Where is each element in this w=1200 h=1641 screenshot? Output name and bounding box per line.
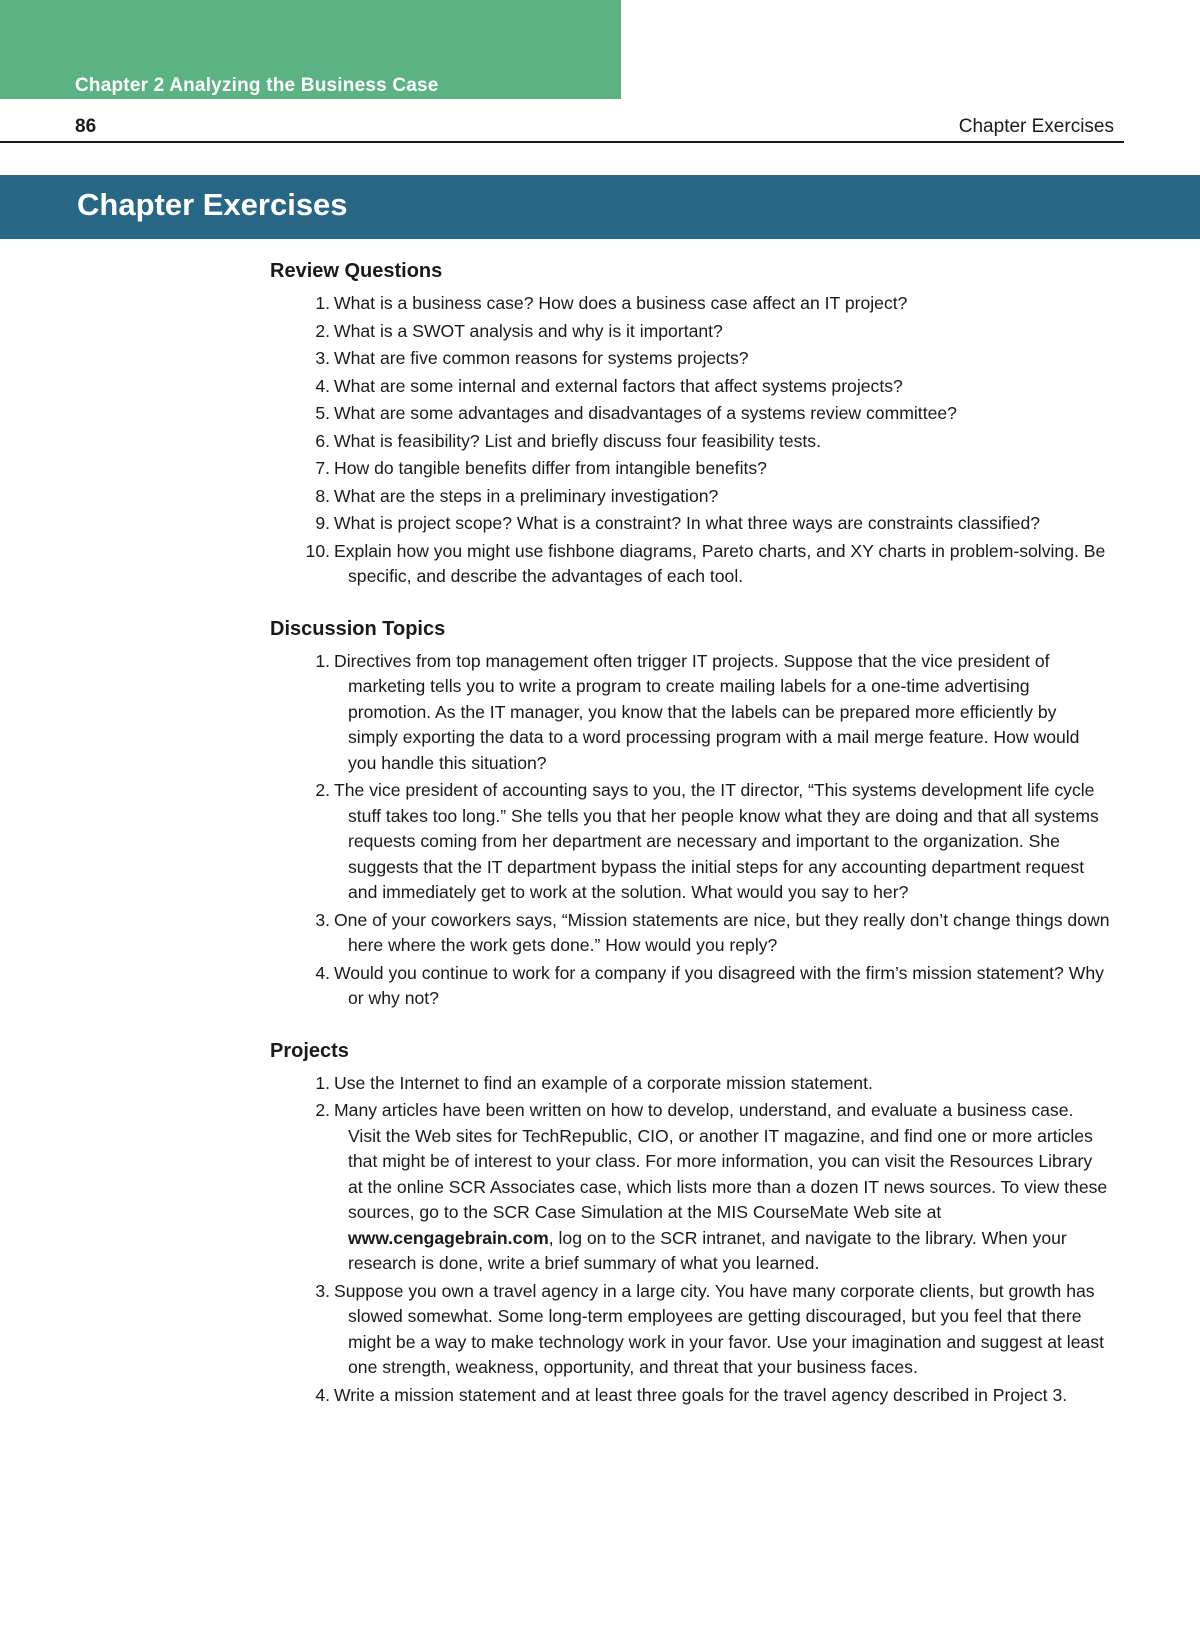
discussion-topic (270, 961, 1110, 1012)
item-number: 4. (315, 1384, 330, 1405)
item-text: What is feasibility? List and briefly discuss four feasibility tests. (334, 430, 821, 451)
item-number: 1. (315, 293, 330, 313)
projects-heading: Projects (270, 1039, 349, 1062)
item-number: 2. (315, 1100, 330, 1120)
discussion-topics-list (270, 649, 1110, 1012)
review-question (270, 319, 1110, 345)
item-text: The vice president of accounting says to you, the IT director, “This systems development life cycle stuff takes too long.” She tells you that her people know what they are doing and that all systems requests coming from her department are necessary and important to the organization. She suggests that the IT department bypass the initial steps for any accounting department request and immediately get to work at the solution. What would you say to her? (334, 780, 1099, 902)
review-question (270, 539, 1110, 590)
review-questions-list (270, 291, 1110, 590)
item-text: Directives from top management often trigger IT projects. Suppose that the vice president of marketing tells you to write a program to create mailing labels for a one-time advertising promotion. As the IT manager, you know that the labels can be prepared more efficiently by simply exporting the data to a word processing program with a mail merge feature. How would you handle this situation? (334, 650, 1080, 773)
title-band (0, 175, 1200, 239)
chapter-tab (0, 0, 621, 99)
exercises-content (270, 258, 1110, 1410)
item-number: 2. (315, 780, 330, 800)
item-text: Suppose you own a travel agency in a large city. You have many corporate clients, but growth has slowed somewhat. Some long-term employees are getting discouraged, but you feel that there might be a way to make technology work in your favor. Use your imagination and suggest at least one strength, weakness, opportunity, and threat that your business faces. (334, 1280, 1104, 1377)
item-number: 3. (315, 348, 330, 368)
item-number: 9. (315, 513, 330, 533)
item-text: What is a SWOT analysis and why is it important? (334, 320, 723, 341)
item-number: 8. (315, 485, 330, 506)
item-number: 3. (315, 909, 330, 930)
item-text: Write a mission statement and at least three goals for the travel agency described in Project 3. (334, 1384, 1068, 1405)
page-title: Chapter Exercises (77, 187, 348, 222)
review-question (270, 511, 1110, 537)
item-text: Many articles have been written on how to develop, understand, and evaluate a business case. Visit the Web sites for TechRepublic, CIO, or another IT magazine, and find one or more articles that might be of interest to your class. For more information, you can visit the Resources Library at the online SCR Associates case, which lists more than a dozen IT news sources. To view these sources, go to the SCR Case Simulation at the MIS CourseMate Web site at (334, 1100, 1108, 1222)
item-number: 3. (315, 1280, 330, 1301)
review-questions-heading: Review Questions (270, 260, 443, 282)
item-text: Use the Internet to find an example of a corporate mission statement. (334, 1072, 873, 1093)
review-question (270, 401, 1110, 427)
item-text: One of your coworkers says, “Mission statements are nice, but they really don’t change things down here where the work gets done.” How would you reply? (334, 909, 1110, 955)
item-text: How do tangible benefits differ from intangible benefits? (334, 458, 767, 478)
review-question (270, 429, 1110, 455)
review-question (270, 456, 1110, 482)
item-text: What are some internal and external factors that affect systems projects? (334, 375, 903, 396)
item-number: 6. (315, 430, 330, 451)
item-number: 2. (315, 320, 330, 341)
web-url: www.cengagebrain.com (348, 1227, 549, 1248)
review-question (270, 291, 1110, 317)
page-number: 86 (75, 116, 97, 137)
item-text: What are some advantages and disadvantages of a systems review committee? (334, 403, 957, 423)
item-text: What are the steps in a preliminary investigation? (334, 485, 719, 506)
discussion-topic (270, 778, 1110, 906)
item-number: 10. (305, 540, 330, 561)
item-number: 1. (315, 650, 330, 671)
discussion-topic (270, 649, 1110, 777)
running-head: Chapter Exercises (958, 116, 1114, 137)
item-number: 1. (315, 1072, 330, 1093)
project-item (270, 1098, 1110, 1277)
item-number: 4. (315, 375, 330, 396)
chapter-label: Chapter 2 Analyzing the Business Case (75, 75, 439, 96)
project-item (270, 1383, 1110, 1409)
item-text: Explain how you might use fishbone diagrams, Pareto charts, and XY charts in problem-solving. Be specific, and describe the advantages of each tool. (334, 540, 1106, 586)
item-text-continued: , log on to the SCR intranet, and navigate to the library. When your research is done, write a brief summary of what you learned. (348, 1227, 1067, 1273)
item-number: 4. (315, 962, 330, 983)
discussion-topics-heading: Discussion Topics (270, 617, 446, 640)
item-text: What is a business case? How does a business case affect an IT project? (334, 293, 908, 313)
discussion-topics-section (270, 616, 1110, 1012)
item-number: 7. (315, 458, 330, 478)
item-text: What is project scope? What is a constraint? In what three ways are constraints classified? (334, 513, 1041, 533)
discussion-topic (270, 908, 1110, 959)
projects-section (270, 1038, 1110, 1409)
review-question (270, 346, 1110, 372)
projects-list (270, 1071, 1110, 1409)
header-rule (0, 141, 1124, 143)
review-question (270, 374, 1110, 400)
item-number: 5. (315, 403, 330, 423)
review-questions-section (270, 258, 1110, 590)
project-item (270, 1071, 1110, 1097)
item-text: What are five common reasons for systems projects? (334, 348, 749, 368)
review-question (270, 484, 1110, 510)
item-text: Would you continue to work for a company if you disagreed with the firm’s mission statement? Why or why not? (334, 962, 1104, 1008)
project-item (270, 1279, 1110, 1381)
